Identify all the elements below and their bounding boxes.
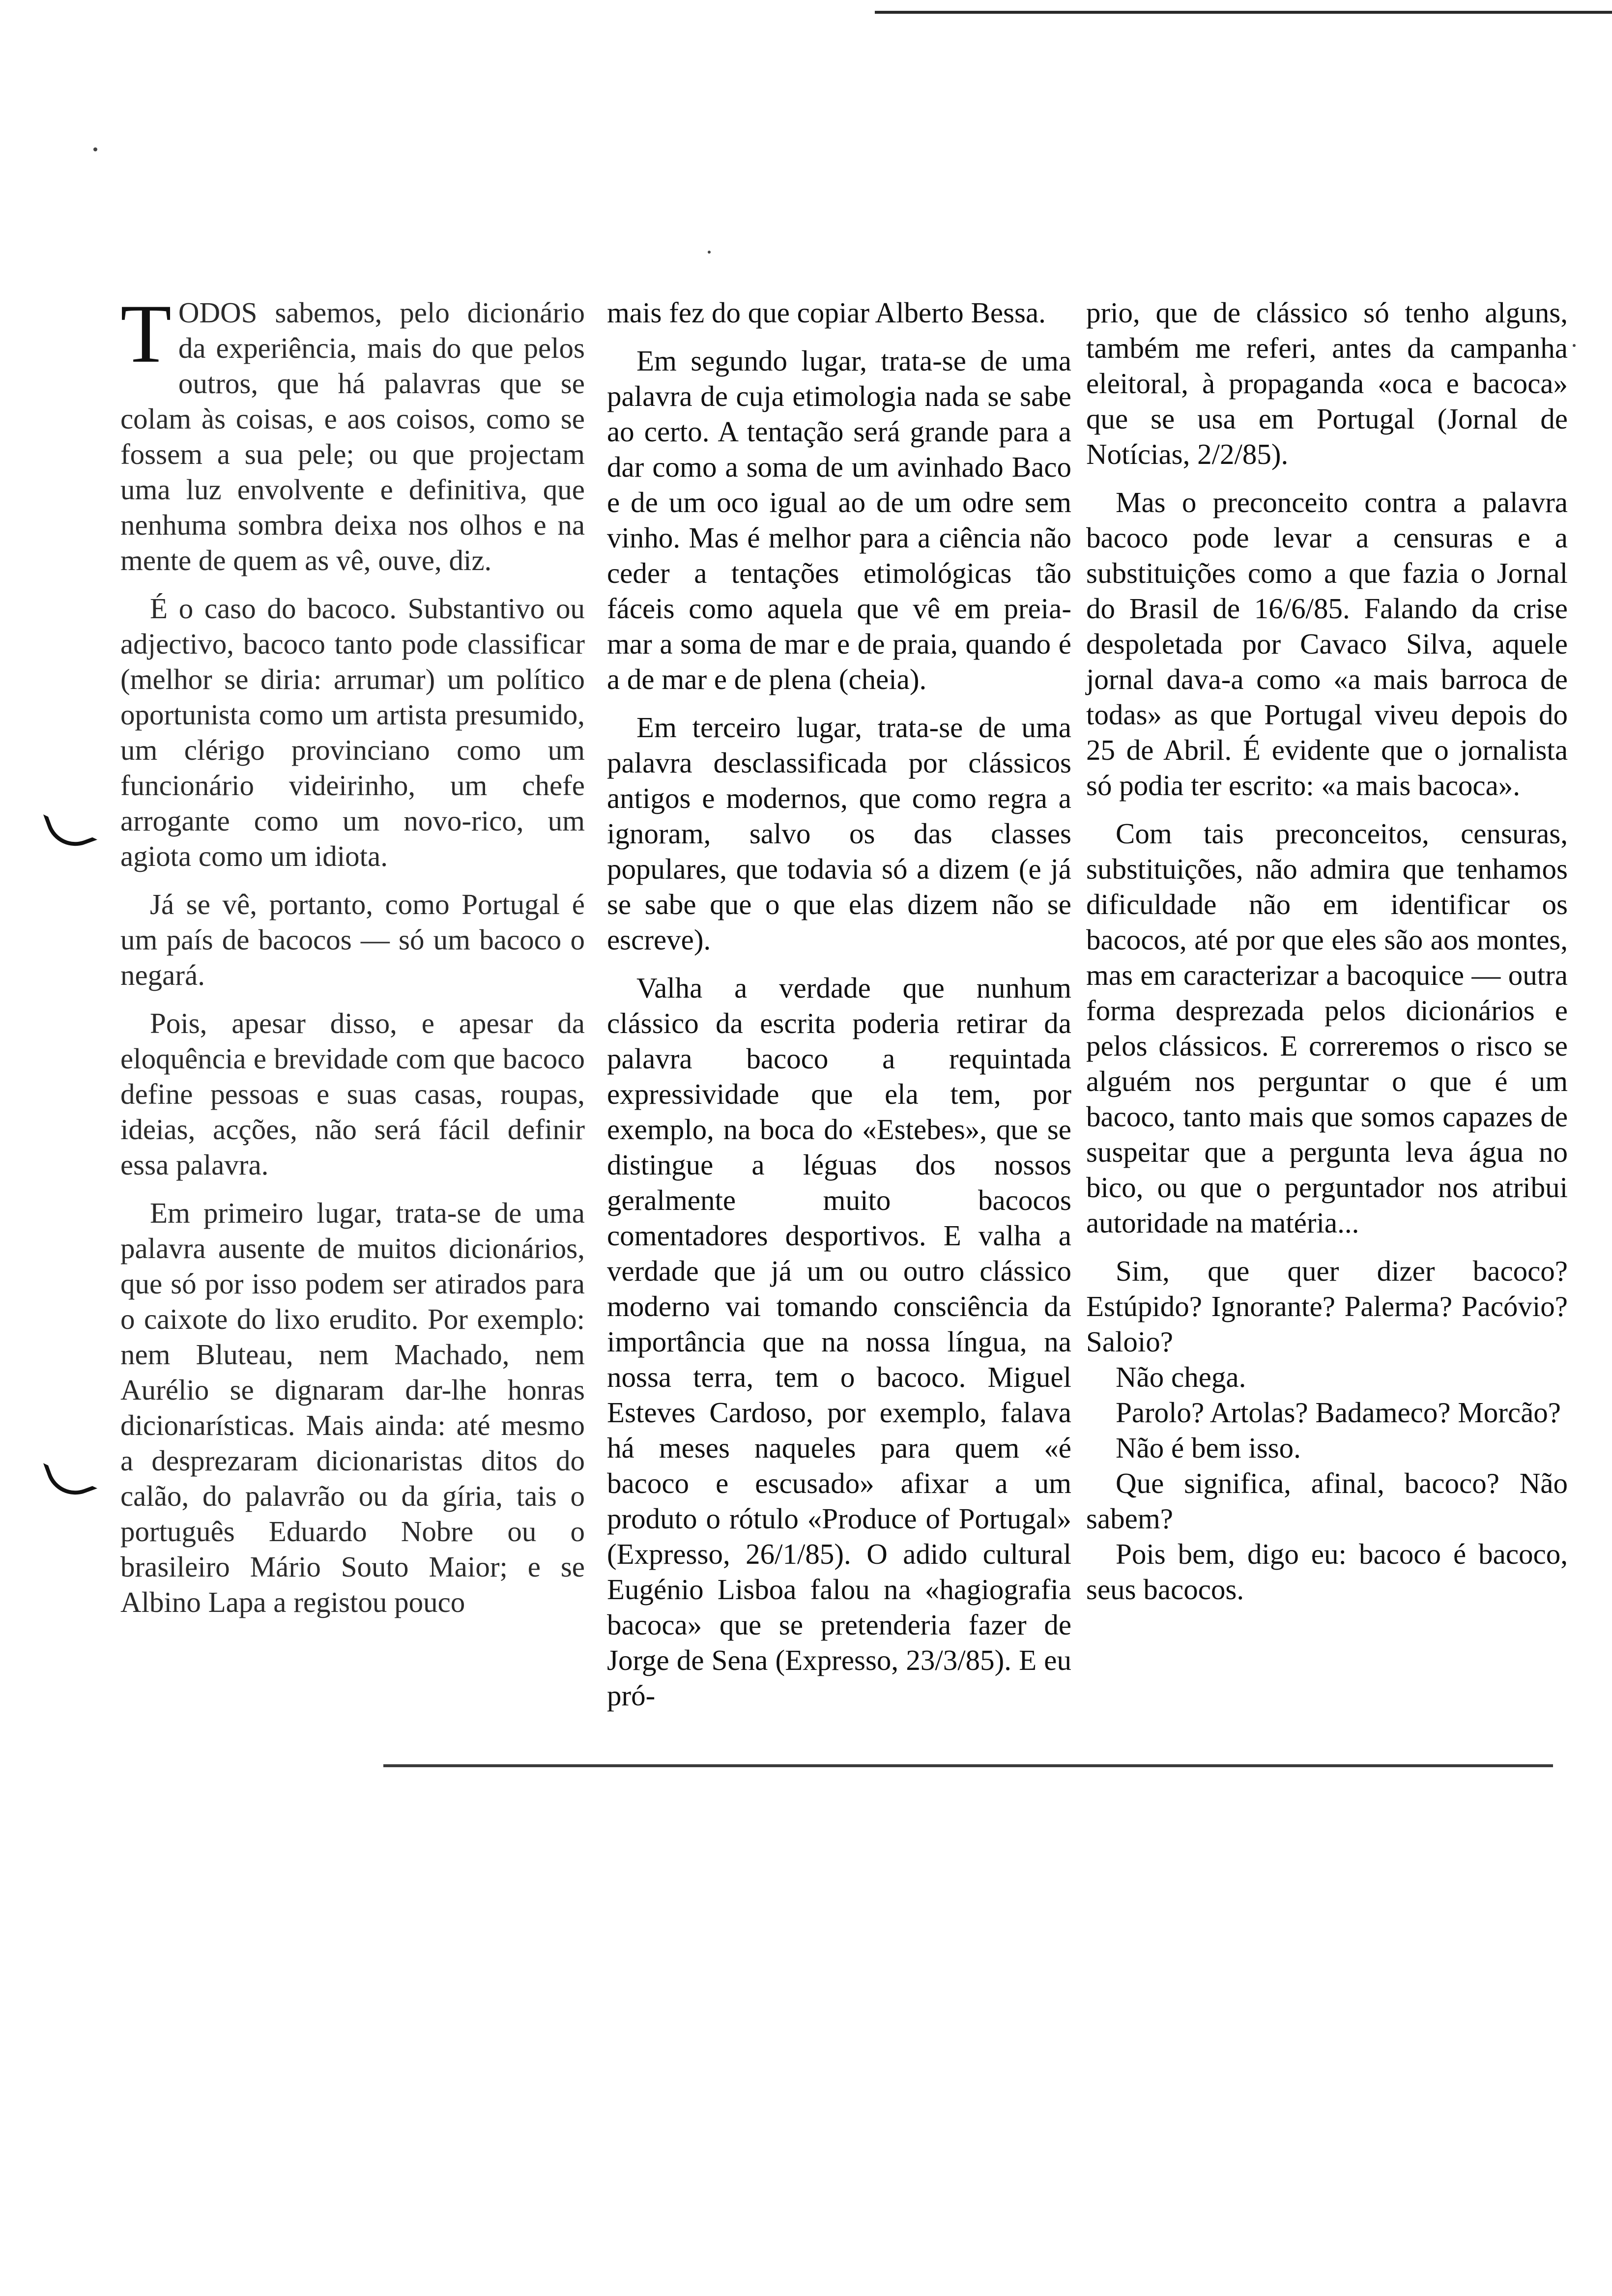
paragraph: Mas o preconceito contra a palavra bacoco pode levar a censuras e a substituições como a que fazia o Jornal do Brasil de 16/6/85. Falando da crise despoletada por Cavaco Silva, aquele jornal dava-a como «a mais barroca de todas» as que Portugal viveu depois do 25 de Abril. É evidente que o jornalista só podia ter escrito: «a mais bacoca».: [1086, 486, 1568, 802]
paragraph: Não chega.: [1116, 1361, 1246, 1393]
paragraph: mais fez do que copiar Alberto Bessa.: [607, 296, 1046, 329]
article-column-2: [607, 295, 1071, 1726]
paragraph: Sim, que quer dizer bacoco? Estúpido? Ignorante? Palerma? Pacóvio? Saloio?: [1086, 1255, 1568, 1358]
paragraph: prio, que de clássico só tenho alguns, também me referi, antes da campanha eleitoral, à propaganda «oca e bacoca» que se usa em Portugal (Jornal de Notícias, 2/2/85).: [1086, 296, 1568, 470]
scan-speck: [1573, 344, 1576, 347]
paragraph: É o caso do bacoco. Substantivo ou adjectivo, bacoco tanto pode classificar (melhor se diria: arrumar) um político oportunista como um artista presumido, um clérigo provinciano como um funcionário videirinho, um chefe arrogante como um novo-rico, um agiota como um idiota.: [120, 592, 585, 872]
paragraph: Pois bem, digo eu: bacoco é bacoco, seus bacocos.: [1086, 1538, 1568, 1606]
margin-mark: [43, 1449, 97, 1503]
paragraph: [120, 287, 585, 578]
paragraph: Em terceiro lugar, trata-se de uma palavra desclassificada por clássicos antigos e modernos, que como regra a ignoram, salvo os das classes populares, que todavia só a dizem (e já se sabe que o que elas dizem não se escreve).: [607, 711, 1071, 956]
paragraph: Com tais preconceitos, censuras, substituições, não admira que tenhamos dificuldade não em identificar os bacocos, até por que eles são aos montes, mas em caracterizar a bacoquice — outra forma desprezada pelos dicionários e pelos clássicos. E correremos o risco se alguém nos perguntar o que é um bacoco, tanto mais que somos capazes de suspeitar que a pergunta leva água no bico, ou que o perguntador nos atribui autoridade na matéria...: [1086, 817, 1568, 1239]
paragraph: Não é bem isso.: [1116, 1432, 1301, 1464]
paragraph: Em segundo lugar, trata-se de uma palavra de cuja etimologia nada se sabe ao certo. A tentação será grande para a dar como a soma de um avinhado Baco e de um oco igual ao de um odre sem vinho. Mas é melhor para a ciência não ceder a tentações etimológicas tão fáceis como aquela que vê em preia-mar a soma de mar e de praia, quando é a de mar e de plena (cheia).: [607, 344, 1071, 695]
scan-edge-line: [875, 11, 1612, 14]
bottom-rule: [383, 1764, 1553, 1767]
scan-speck: [708, 251, 711, 254]
margin-mark: [43, 800, 97, 854]
paragraph-text: ODOS sabemos, pelo dicionário da experiência, mais do que pelos outros, que há palavras que se colam às coisas, e aos coisos, como se fossem a sua pele; ou que projectam uma luz envolvente e definitiva, que nenhuma sombra deixa nos olhos e na mente de quem as vê, ouve, diz.: [120, 296, 585, 576]
article-column-3: [1086, 295, 1568, 1607]
paragraph: Parolo? Artolas? Badameco? Morcão?: [1116, 1396, 1561, 1429]
drop-cap: T: [120, 287, 172, 380]
paragraph: Pois, apesar disso, e apesar da eloquência e brevidade com que bacoco define pessoas e suas casas, roupas, ideias, acções, não será fácil definir essa palavra.: [120, 1007, 585, 1181]
paragraph: Em primeiro lugar, trata-se de uma palavra ausente de muitos dicionários, que só por isso podem ser atirados para o caixote do lixo erudito. Por exemplo: nem Bluteau, nem Machado, nem Aurélio se dignaram dar-lhe honras dicionarísticas. Mais ainda: até mesmo a desprezaram dicionaristas ditos do calão, do palavrão ou da gíria, tais o português Eduardo Nobre ou o brasileiro Mário Souto Maior; e se Albino Lapa a registou pouco: [120, 1197, 585, 1618]
article-column-1: [120, 287, 585, 1633]
paragraph: Já se vê, portanto, como Portugal é um país de bacocos — só um bacoco o negará.: [120, 888, 585, 991]
newspaper-article: [120, 287, 1568, 1764]
paragraph: Valha a verdade que nunhum clássico da escrita poderia retirar da palavra bacoco a requintada expressividade que ela tem, por exemplo, na boca do «Estebes», que se distingue a léguas dos nossos geralmente muito bacocos comentadores desportivos. E valha a verdade que já um ou outro clássico moderno vai tomando consciência da importância que na nossa língua, na nossa terra, tem o bacoco. Miguel Esteves Cardoso, por exemplo, falava há meses naqueles para quem «é bacoco e escusado» afixar a um produto o rótulo «Produce of Portugal» (Expresso, 26/1/85). O adido cultural Eugénio Lisboa falou na «hagiografia bacoca» que se pretenderia fazer de Jorge de Sena (Expresso, 23/3/85). E eu pró-: [607, 972, 1071, 1712]
paragraph: Que significa, afinal, bacoco? Não sabem?: [1086, 1467, 1568, 1535]
scan-speck: [93, 147, 97, 151]
